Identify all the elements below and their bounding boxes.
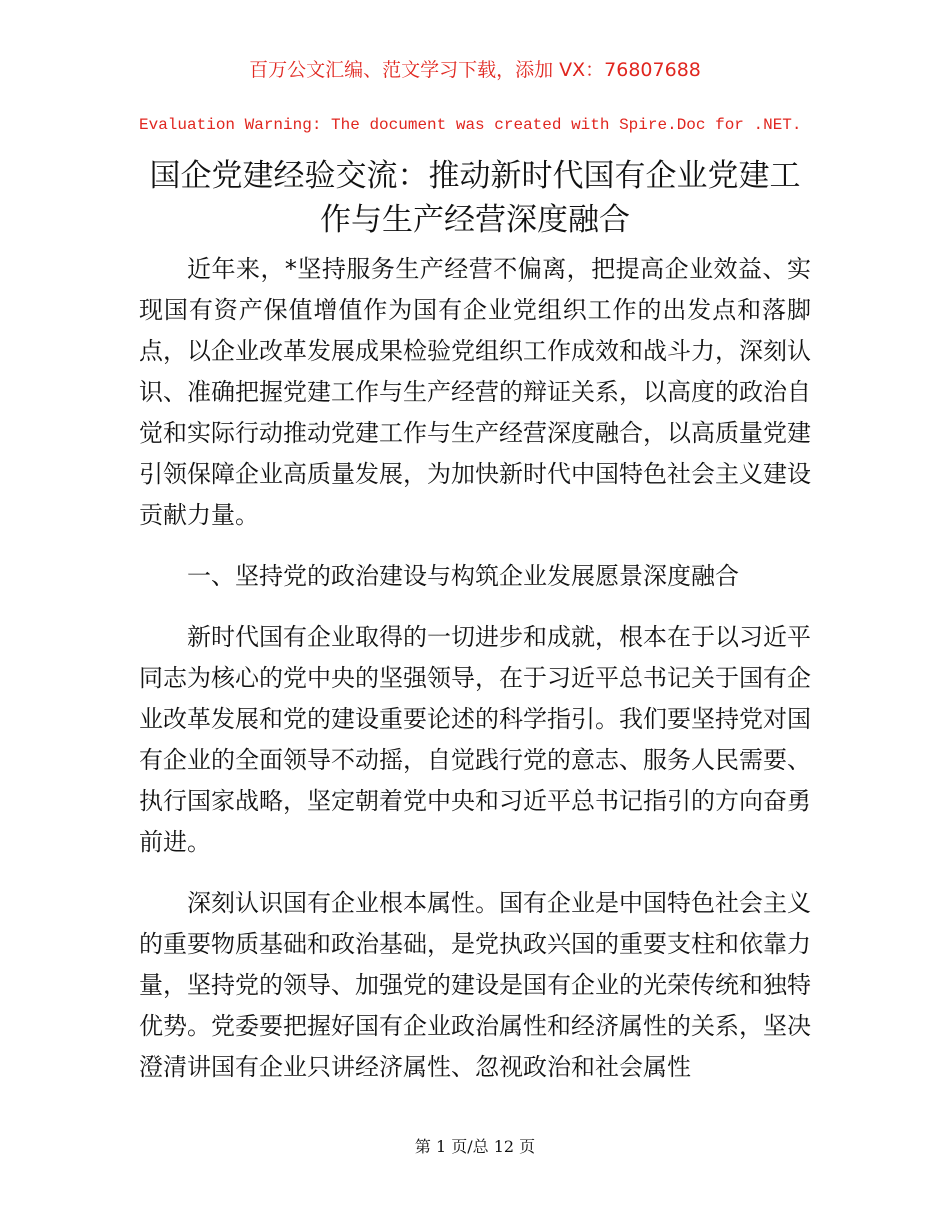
page-footer: 第 1 页/总 12 页	[414, 1137, 536, 1156]
paragraph: 新时代国有企业取得的一切进步和成就，根本在于以习近平同志为核心的党中央的坚强领导，在于习近平总书记关于国有企业改革发展和党的建设重要论述的科学指引。我们要坚持党对国有企业的全面领导不动摇，自觉践行党的意志、服务人民需要、执行国家战略，坚定朝着党中央和习近平总书记指引的方向奋勇前进。	[139, 623, 811, 856]
paragraph-intro: 近年来，*坚持服务生产经营不偏离，把提高企业效益、实现国有资产保值增值作为国有企业党组织工作的出发点和落脚点，以企业改革发展成果检验党组织工作成效和战斗力，深刻认识、准确把握党建工作与生产经营的辩证关系，以高度的政治自觉和实际行动推动党建工作与生产经营深度融合，以高质量党建引领保障企业高质量发展，为加快新时代中国特色社会主义建设贡献力量。	[139, 255, 811, 529]
evaluation-warning: Evaluation Warning: The document was created with Spire.Doc for .NET.	[139, 116, 802, 134]
paragraph: 深刻认识国有企业根本属性。国有企业是中国特色社会主义的重要物质基础和政治基础，是党执政兴国的重要支柱和依靠力量，坚持党的领导、加强党的建设是国有企业的光荣传统和独特优势。党委要把握好国有企业政治属性和经济属性的关系，坚决澄清讲国有企业只讲经济属性、忽视政治和社会属性	[139, 889, 811, 1081]
header-banner: 百万公文汇编、范文学习下载，添加 VX：76807688	[249, 59, 701, 81]
document-title: 国企党建经验交流：推动新时代国有企业党建工作与生产经营深度融合	[149, 158, 801, 238]
document-body	[139, 249, 811, 1088]
section-heading: 一、坚持党的政治建设与构筑企业发展愿景深度融合	[187, 562, 739, 590]
